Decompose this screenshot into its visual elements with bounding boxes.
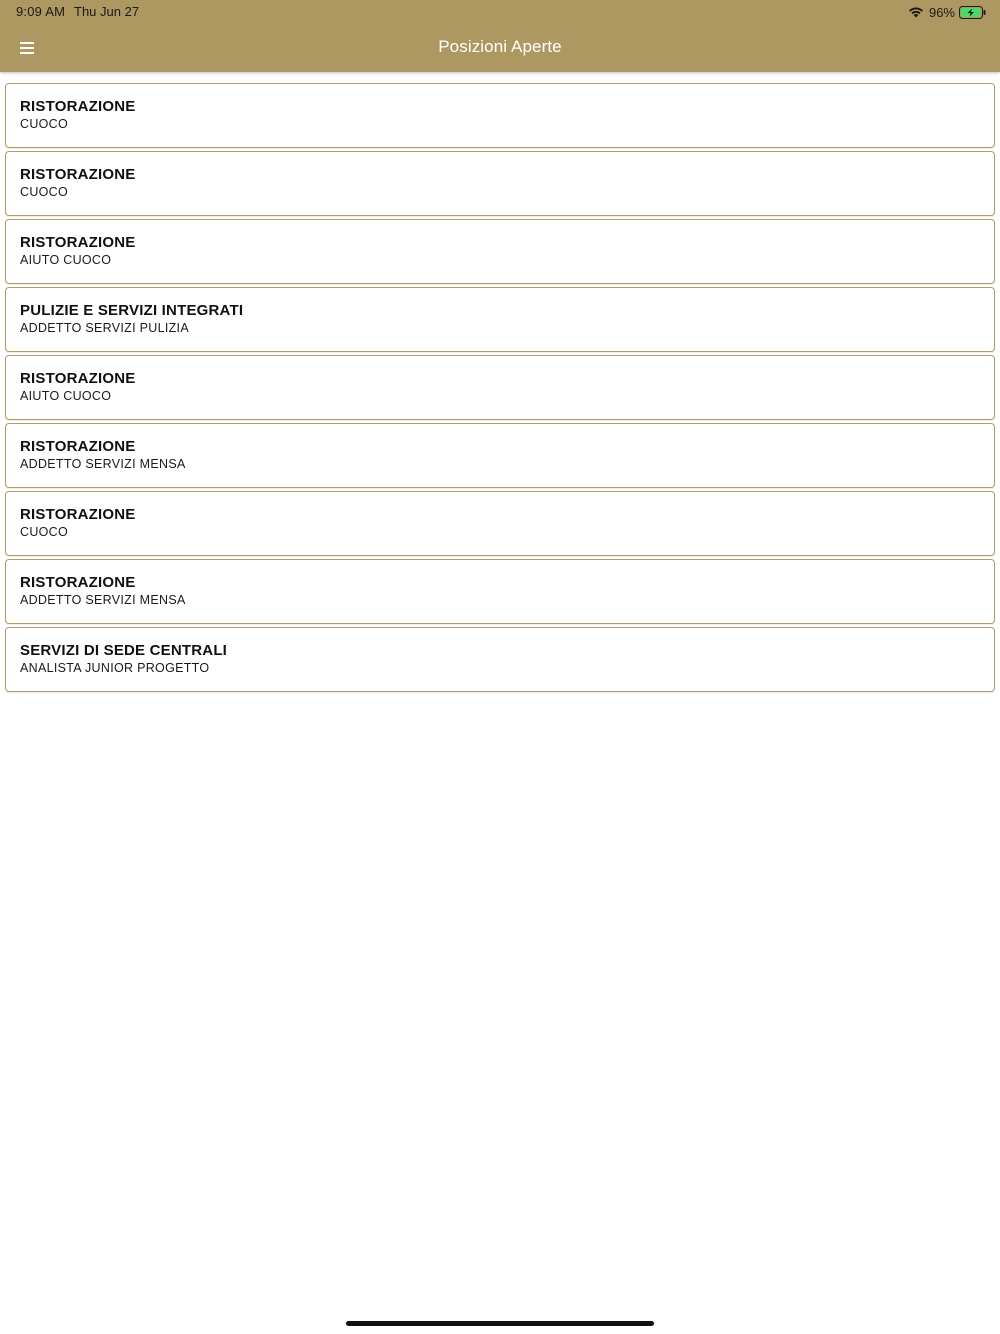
position-sector: RISTORAZIONE — [20, 166, 136, 183]
list-item[interactable] — [5, 423, 995, 488]
list-item[interactable] — [5, 287, 995, 352]
list-item[interactable] — [5, 219, 995, 284]
position-role: ADDETTO SERVIZI MENSA — [20, 593, 186, 607]
status-bar — [0, 0, 1000, 24]
position-sector: RISTORAZIONE — [20, 234, 136, 251]
list-item[interactable] — [5, 491, 995, 556]
position-sector: RISTORAZIONE — [20, 574, 136, 591]
wifi-icon — [908, 6, 924, 18]
positions-list — [5, 83, 995, 695]
position-role: CUOCO — [20, 185, 69, 199]
list-item[interactable] — [5, 83, 995, 148]
position-role: AIUTO CUOCO — [20, 253, 112, 267]
position-role: CUOCO — [20, 525, 69, 539]
list-item[interactable] — [5, 627, 995, 692]
position-role: ANALISTA JUNIOR PROGETTO — [20, 661, 210, 675]
position-sector: RISTORAZIONE — [20, 506, 136, 523]
status-indicators — [908, 3, 986, 21]
home-indicator — [346, 1321, 654, 1326]
position-role: AIUTO CUOCO — [20, 389, 112, 403]
position-sector: RISTORAZIONE — [20, 370, 136, 387]
position-sector: RISTORAZIONE — [20, 438, 136, 455]
page-title: Posizioni Aperte — [438, 37, 562, 56]
position-sector: SERVIZI DI SEDE CENTRALI — [20, 642, 228, 659]
status-date: Thu Jun 27 — [74, 4, 140, 19]
position-sector: RISTORAZIONE — [20, 98, 136, 115]
nav-bar — [0, 24, 1000, 72]
battery-charging-icon — [959, 6, 986, 19]
status-time: 9:09 AM — [16, 4, 66, 19]
list-item[interactable] — [5, 559, 995, 624]
position-role: ADDETTO SERVIZI PULIZIA — [20, 321, 189, 335]
header — [0, 0, 1000, 72]
position-role: ADDETTO SERVIZI MENSA — [20, 457, 186, 471]
battery-percent: 96% — [928, 4, 955, 20]
list-item[interactable] — [5, 151, 995, 216]
position-sector: PULIZIE E SERVIZI INTEGRATI — [20, 302, 244, 319]
list-item[interactable] — [5, 355, 995, 420]
position-role: CUOCO — [20, 117, 69, 131]
